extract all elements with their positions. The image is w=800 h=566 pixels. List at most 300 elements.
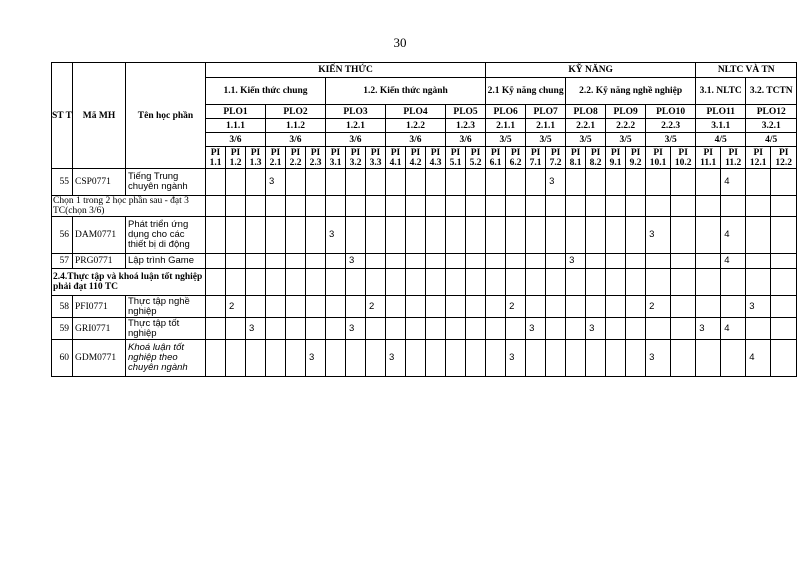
plo-level: 3/5 <box>526 133 566 147</box>
pi-cell <box>406 254 426 269</box>
pi-cell <box>266 340 286 377</box>
pi-label: PI <box>390 147 401 158</box>
pi-cell <box>406 169 426 196</box>
empty-cell <box>586 196 606 217</box>
pi-header <box>566 147 586 169</box>
pi-number: 1.3 <box>249 157 262 168</box>
pi-cell: 4 <box>721 217 746 254</box>
empty-cell <box>286 269 306 296</box>
plo-level: 3/6 <box>266 133 326 147</box>
pi-cell <box>326 254 346 269</box>
plo-header: PLO3 <box>326 105 386 119</box>
pi-cell <box>696 169 721 196</box>
pi-cell: 3 <box>646 340 671 377</box>
pi-cell <box>546 254 566 269</box>
empty-cell <box>346 269 366 296</box>
empty-cell <box>671 269 696 296</box>
pi-cell <box>386 169 406 196</box>
plo-level: 3/5 <box>606 133 646 147</box>
pi-cell <box>771 254 797 269</box>
course-name: Phát triển ứng dụng cho các thiết bị di động <box>126 217 206 254</box>
empty-cell <box>246 269 266 296</box>
pi-cell: 3 <box>506 340 526 377</box>
pi-cell <box>206 318 226 340</box>
pi-header <box>586 147 606 169</box>
kn-nghe-header: 2.2. Kỹ năng nghề nghiệp <box>566 78 696 105</box>
pi-label: PI <box>590 147 601 158</box>
pi-cell <box>426 254 446 269</box>
plo-level: 3/6 <box>206 133 266 147</box>
empty-cell <box>746 196 771 217</box>
pi-cell <box>626 217 646 254</box>
table-row <box>52 318 797 340</box>
pi-label: PI <box>230 147 241 158</box>
pi-cell <box>526 340 546 377</box>
pi-cell: 4 <box>721 254 746 269</box>
table-row <box>52 169 797 196</box>
pi-cell <box>446 318 466 340</box>
empty-cell <box>446 269 466 296</box>
pi-cell: 3 <box>346 254 366 269</box>
pi-cell <box>566 340 586 377</box>
course-name: Thực tập nghề nghiệp <box>126 296 206 318</box>
kt-nganh-header: 1.2. Kiến thức ngành <box>326 78 486 105</box>
ky-nang-header: KỸ NĂNG <box>486 63 696 78</box>
pi-cell <box>266 318 286 340</box>
empty-cell <box>206 196 226 217</box>
course-code: DAM0771 <box>73 217 126 254</box>
nltc-31-header: 3.1. NLTC <box>696 78 746 105</box>
pi-cell <box>486 217 506 254</box>
plo-level: 3/5 <box>486 133 526 147</box>
pi-number: 8.2 <box>589 157 602 168</box>
pi-cell <box>446 340 466 377</box>
row-stt: 56 <box>52 217 73 254</box>
pi-cell <box>586 296 606 318</box>
pi-cell: 3 <box>526 318 546 340</box>
pi-cell <box>246 217 266 254</box>
pi-cell <box>671 169 696 196</box>
table-row <box>52 296 797 318</box>
pi-number: 11.1 <box>700 157 717 168</box>
row-stt: 57 <box>52 254 73 269</box>
course-name: Thực tập tốt nghiệp <box>126 318 206 340</box>
pi-cell <box>366 217 386 254</box>
pi-cell <box>771 340 797 377</box>
pi-label: PI <box>450 147 461 158</box>
pi-cell <box>206 254 226 269</box>
pi-cell <box>721 296 746 318</box>
plo-code: 1.1.1 <box>206 119 266 133</box>
pi-cell: 3 <box>346 318 366 340</box>
pi-cell: 2 <box>646 296 671 318</box>
empty-cell <box>226 196 246 217</box>
empty-cell <box>546 196 566 217</box>
empty-cell <box>626 269 646 296</box>
course-code: GDM0771 <box>73 340 126 377</box>
plo-code: 1.2.2 <box>386 119 446 133</box>
pi-cell: 2 <box>366 296 386 318</box>
pi-cell <box>226 217 246 254</box>
pi-number: 10.2 <box>674 157 692 168</box>
group-row <box>52 196 797 217</box>
empty-cell <box>486 196 506 217</box>
pi-cell: 3 <box>566 254 586 269</box>
ten-hp-header: Tên học phần <box>126 63 206 169</box>
pi-header <box>306 147 326 169</box>
pi-label: PI <box>753 147 763 158</box>
pi-cell <box>306 296 326 318</box>
pi-cell <box>466 340 486 377</box>
pi-cell <box>226 340 246 377</box>
pi-number: 2.2 <box>289 157 302 168</box>
course-code: PFI0771 <box>73 296 126 318</box>
pi-cell <box>306 318 326 340</box>
pi-label: PI <box>678 147 688 158</box>
pi-cell <box>696 254 721 269</box>
pi-cell <box>606 217 626 254</box>
row-stt: 58 <box>52 296 73 318</box>
pi-header <box>386 147 406 169</box>
pi-cell: 3 <box>246 318 266 340</box>
pi-label: PI <box>703 147 713 158</box>
pi-header <box>286 147 306 169</box>
empty-cell <box>466 269 486 296</box>
empty-cell <box>606 269 626 296</box>
pi-number: 12.2 <box>775 157 793 168</box>
pi-label: PI <box>630 147 641 158</box>
pi-cell <box>426 217 446 254</box>
empty-cell <box>526 269 546 296</box>
pi-header <box>486 147 506 169</box>
pi-cell <box>466 217 486 254</box>
pi-label: PI <box>470 147 481 158</box>
pi-cell <box>566 318 586 340</box>
ma-mh-header: Mã MH <box>73 63 126 169</box>
empty-cell <box>406 269 426 296</box>
pi-cell: 3 <box>326 217 346 254</box>
pi-cell <box>506 318 526 340</box>
pi-number: 1.1 <box>209 157 222 168</box>
pi-cell <box>326 169 346 196</box>
pi-header <box>546 147 566 169</box>
empty-cell <box>671 196 696 217</box>
course-name: Tiếng Trung chuyên ngành <box>126 169 206 196</box>
pi-cell <box>326 340 346 377</box>
pi-cell <box>226 318 246 340</box>
pi-header <box>526 147 546 169</box>
plo-header: PLO6 <box>486 105 526 119</box>
pi-cell <box>546 296 566 318</box>
pi-cell <box>696 217 721 254</box>
pi-header <box>426 147 446 169</box>
empty-cell <box>286 196 306 217</box>
pi-number: 8.1 <box>569 157 582 168</box>
pi-cell <box>346 296 366 318</box>
pi-cell <box>206 340 226 377</box>
pi-cell <box>246 169 266 196</box>
pi-cell <box>426 169 446 196</box>
pi-cell <box>606 169 626 196</box>
pi-cell <box>626 340 646 377</box>
pi-cell <box>466 254 486 269</box>
plo-level: 3/5 <box>646 133 696 147</box>
empty-cell <box>266 196 286 217</box>
empty-cell <box>506 269 526 296</box>
pi-label: PI <box>210 147 221 158</box>
pi-number: 3.1 <box>329 157 342 168</box>
pi-cell <box>286 169 306 196</box>
pi-header <box>466 147 486 169</box>
empty-cell <box>426 196 446 217</box>
pi-cell <box>671 340 696 377</box>
plo-level: 3/6 <box>326 133 386 147</box>
pi-cell: 4 <box>721 169 746 196</box>
plo-code: 1.1.2 <box>266 119 326 133</box>
pi-cell <box>771 318 797 340</box>
kien-thuc-header: KIẾN THỨC <box>206 63 486 78</box>
pi-number: 3.2 <box>349 157 362 168</box>
nltc-header: NLTC VÀ TN <box>696 63 797 78</box>
empty-cell <box>306 269 326 296</box>
pi-cell: 4 <box>746 340 771 377</box>
empty-cell <box>746 269 771 296</box>
page-number: 30 <box>393 35 407 50</box>
course-code: GRI0771 <box>73 318 126 340</box>
pi-number: 6.1 <box>489 157 502 168</box>
pi-cell: 2 <box>506 296 526 318</box>
pi-cell <box>206 169 226 196</box>
empty-cell <box>696 196 721 217</box>
pi-cell: 3 <box>306 340 326 377</box>
pi-cell <box>226 254 246 269</box>
pi-cell <box>671 217 696 254</box>
pi-cell: 3 <box>586 318 606 340</box>
pi-header <box>366 147 386 169</box>
pi-cell <box>696 296 721 318</box>
pi-number: 9.2 <box>629 157 642 168</box>
pi-header <box>226 147 246 169</box>
table-body <box>52 169 797 377</box>
plo-code: 2.1.1 <box>526 119 566 133</box>
pi-header <box>246 147 266 169</box>
pi-number: 11.2 <box>725 157 742 168</box>
pi-cell <box>606 318 626 340</box>
pi-cell <box>426 340 446 377</box>
pi-label: PI <box>610 147 621 158</box>
pi-cell: 3 <box>546 169 566 196</box>
pi-cell <box>246 296 266 318</box>
pi-label: PI <box>778 147 789 158</box>
empty-cell <box>526 196 546 217</box>
pi-cell <box>626 296 646 318</box>
pi-cell <box>406 296 426 318</box>
row-stt: 59 <box>52 318 73 340</box>
pi-cell <box>771 296 797 318</box>
pi-cell <box>671 318 696 340</box>
pi-cell <box>346 217 366 254</box>
plo-mapping-table <box>51 62 797 377</box>
empty-cell <box>426 269 446 296</box>
plo-level: 3/6 <box>446 133 486 147</box>
pi-label: PI <box>250 147 261 158</box>
pi-header <box>206 147 226 169</box>
plo-header: PLO7 <box>526 105 566 119</box>
pi-cell <box>646 318 671 340</box>
pi-cell <box>746 169 771 196</box>
pi-label: PI <box>310 147 321 158</box>
pi-cell <box>606 340 626 377</box>
plo-code: 3.2.1 <box>746 119 797 133</box>
empty-cell <box>266 269 286 296</box>
pi-number: 9.1 <box>609 157 622 168</box>
plo-header: PLO11 <box>696 105 746 119</box>
pi-header <box>406 147 426 169</box>
pi-number: 3.3 <box>369 157 382 168</box>
pi-cell <box>586 340 606 377</box>
pi-cell <box>306 217 326 254</box>
pi-cell <box>486 169 506 196</box>
pi-header <box>746 147 771 169</box>
pi-cell <box>671 296 696 318</box>
pi-cell <box>266 296 286 318</box>
pi-cell <box>326 296 346 318</box>
pi-cell <box>406 340 426 377</box>
pi-cell <box>426 296 446 318</box>
pi-cell <box>286 254 306 269</box>
pi-label: PI <box>490 147 501 158</box>
pi-cell <box>366 340 386 377</box>
pi-cell <box>286 296 306 318</box>
empty-cell <box>206 269 226 296</box>
pi-header <box>606 147 626 169</box>
pi-cell <box>386 217 406 254</box>
pi-header <box>266 147 286 169</box>
empty-cell <box>486 269 506 296</box>
pi-cell <box>366 169 386 196</box>
pi-label: PI <box>728 147 738 158</box>
pi-cell <box>246 254 266 269</box>
plo-code: 1.2.3 <box>446 119 486 133</box>
pi-label: PI <box>430 147 441 158</box>
pi-cell <box>486 340 506 377</box>
pi-label: PI <box>570 147 581 158</box>
empty-cell <box>586 269 606 296</box>
pi-cell <box>346 340 366 377</box>
kt-chung-header: 1.1. Kiến thức chung <box>206 78 326 105</box>
pi-header <box>696 147 721 169</box>
group-row <box>52 269 797 296</box>
pi-number: 2.1 <box>269 157 282 168</box>
pi-cell <box>226 169 246 196</box>
pi-cell <box>771 217 797 254</box>
pi-label: PI <box>653 147 663 158</box>
empty-cell <box>386 196 406 217</box>
pi-cell: 4 <box>721 318 746 340</box>
plo-level: 4/5 <box>746 133 797 147</box>
pi-cell <box>546 318 566 340</box>
empty-cell <box>226 269 246 296</box>
empty-cell <box>246 196 266 217</box>
pi-cell <box>586 254 606 269</box>
pi-cell <box>306 169 326 196</box>
plo-header: PLO5 <box>446 105 486 119</box>
row-stt: 60 <box>52 340 73 377</box>
pi-label: PI <box>290 147 301 158</box>
stt-header: ST T <box>52 63 73 169</box>
pi-cell <box>606 254 626 269</box>
group-label: 2.4.Thực tập và khoá luận tốt nghiệp phải đạt 110 TC <box>52 269 206 296</box>
empty-cell <box>366 269 386 296</box>
pi-header <box>721 147 746 169</box>
plo-header: PLO8 <box>566 105 606 119</box>
empty-cell <box>366 196 386 217</box>
pi-number: 7.2 <box>549 157 562 168</box>
pi-header <box>326 147 346 169</box>
plo-code: 2.2.2 <box>606 119 646 133</box>
pi-cell <box>306 254 326 269</box>
pi-cell <box>746 318 771 340</box>
pi-cell <box>466 169 486 196</box>
pi-label: PI <box>510 147 521 158</box>
empty-cell <box>566 196 586 217</box>
pi-cell <box>746 217 771 254</box>
pi-cell <box>506 254 526 269</box>
pi-cell <box>326 318 346 340</box>
pi-cell <box>526 217 546 254</box>
plo-code: 2.1.1 <box>486 119 526 133</box>
plo-code: 3.1.1 <box>696 119 746 133</box>
empty-cell <box>566 269 586 296</box>
pi-label: PI <box>270 147 281 158</box>
pi-cell <box>346 169 366 196</box>
tctn-header: 3.2. TCTN <box>746 78 797 105</box>
pi-cell <box>466 296 486 318</box>
plo-level: 4/5 <box>696 133 746 147</box>
empty-cell <box>646 196 671 217</box>
pi-cell <box>466 318 486 340</box>
pi-cell <box>606 296 626 318</box>
pi-cell <box>671 254 696 269</box>
pi-header <box>671 147 696 169</box>
pi-cell <box>446 296 466 318</box>
pi-cell: 3 <box>386 340 406 377</box>
pi-cell <box>286 340 306 377</box>
course-code: PRG0771 <box>73 254 126 269</box>
pi-number: 5.1 <box>449 157 462 168</box>
plo-header: PLO12 <box>746 105 797 119</box>
pi-cell <box>546 217 566 254</box>
pi-cell <box>286 217 306 254</box>
plo-code: 1.2.1 <box>326 119 386 133</box>
pi-cell: 3 <box>696 318 721 340</box>
plo-header: PLO4 <box>386 105 446 119</box>
pi-cell <box>486 296 506 318</box>
pi-number: 4.3 <box>429 157 442 168</box>
pi-cell <box>406 318 426 340</box>
empty-cell <box>306 196 326 217</box>
pi-cell <box>626 254 646 269</box>
group-label: Chọn 1 trong 2 học phần sau - đạt 3 TC(chọn 3/6) <box>52 196 206 217</box>
pi-cell <box>566 169 586 196</box>
pi-header <box>626 147 646 169</box>
table-row <box>52 254 797 269</box>
empty-cell <box>546 269 566 296</box>
course-name: Khoá luận tốt nghiệp theo chuyên ngành <box>126 340 206 377</box>
pi-number: 4.2 <box>409 157 422 168</box>
pi-label: PI <box>530 147 541 158</box>
pi-cell <box>486 254 506 269</box>
